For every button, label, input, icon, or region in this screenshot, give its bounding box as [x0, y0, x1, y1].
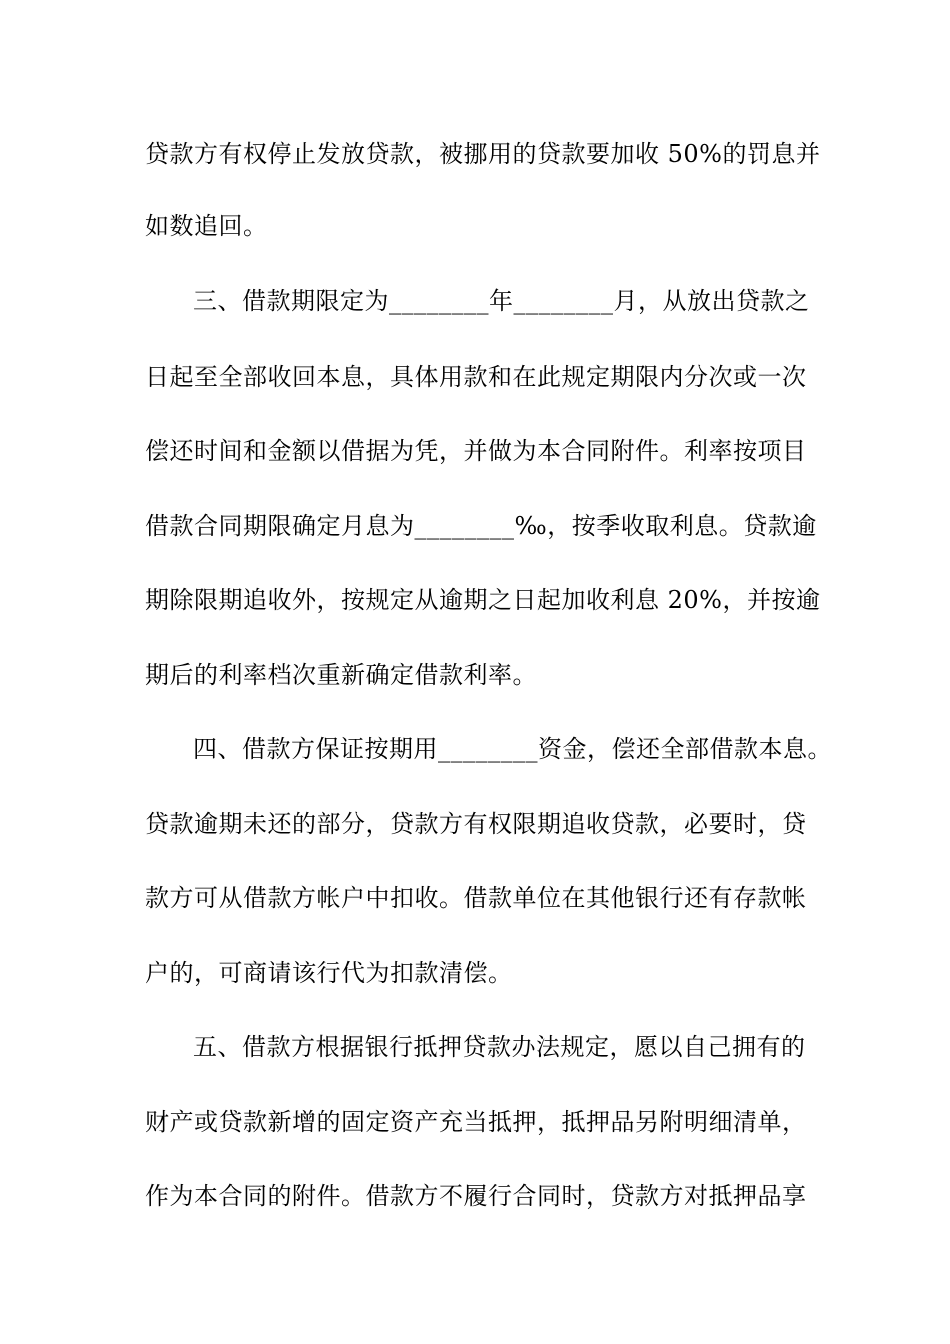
text-line: 户的，可商请该行代为扣款清偿。: [145, 959, 513, 987]
clause-4-line: 四、借款方保证按期用________资金，偿还全部借款本息。: [193, 735, 832, 763]
text-line: 借款合同期限确定月息为________‰，按季收取利息。贷款逾: [145, 512, 817, 540]
text-line: 日起至全部收回本息，具体用款和在此规定期限内分次或一次: [145, 363, 807, 391]
text-line: 贷款逾期未还的部分，贷款方有权限期追收贷款，必要时，贷: [145, 810, 807, 838]
text-line: 期后的利率档次重新确定借款利率。: [145, 661, 537, 689]
text-line: 财产或贷款新增的固定资产充当抵押，抵押品另附明细清单，: [145, 1108, 807, 1136]
text-line: 如数追回。: [145, 212, 268, 240]
clause-5-line: 五、借款方根据银行抵押贷款办法规定，愿以自己拥有的: [193, 1033, 806, 1061]
text-line: 款方可从借款方帐户中扣收。借款单位在其他银行还有存款帐: [145, 884, 807, 912]
text-line: 期除限期追收外，按规定从逾期之日起加收利息 20%，并按逾: [145, 586, 821, 614]
text-line: 贷款方有权停止发放贷款，被挪用的贷款要加收 50%的罚息并: [145, 140, 821, 168]
text-line: 偿还时间和金额以借据为凭，并做为本合同附件。利率按项目: [145, 437, 807, 465]
text-line: 作为本合同的附件。借款方不履行合同时，贷款方对抵押品享: [145, 1182, 807, 1210]
clause-3-line: 三、借款期限定为________年________月，从放出贷款之: [193, 287, 810, 315]
